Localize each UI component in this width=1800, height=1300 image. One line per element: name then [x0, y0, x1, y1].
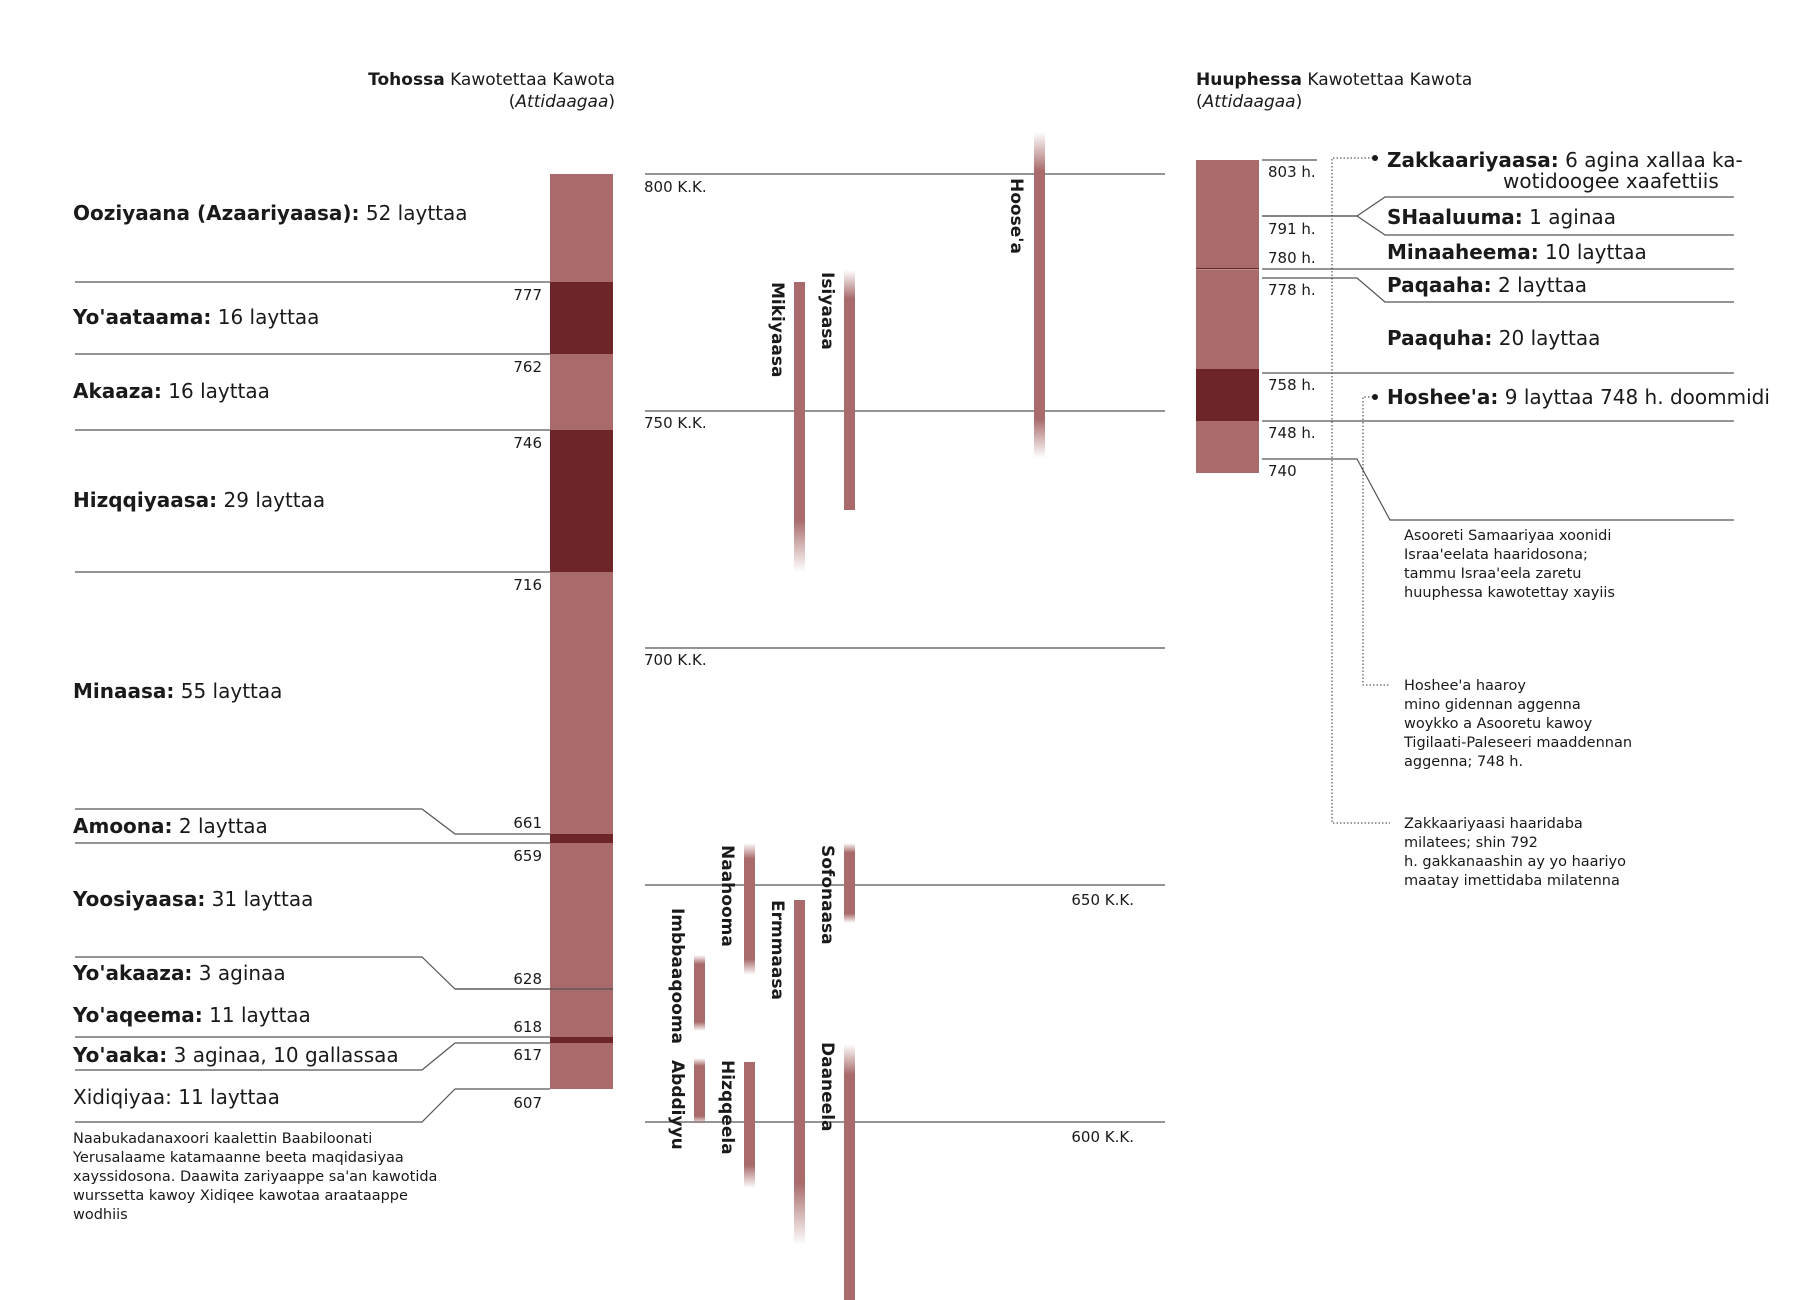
year-label: 659 — [513, 847, 542, 865]
prophet-label: Abddiyyu — [667, 1060, 687, 1150]
north-king-label: Minaaheema: 10 layttaa — [1387, 240, 1647, 264]
prophet-bar-obadiah — [694, 1058, 705, 1124]
year-label: 777 — [513, 286, 542, 304]
prophet-label: Hizqqeela — [717, 1060, 737, 1155]
south-footnote: Naabukadanaxoori kaalettin Baabiloonati Yerusalaame katamaanne beeta maqidasiyaa xayssidosona. Daawita zariyaappe sa'an kawotida wurssetta kawoy Xidiqee kawotaa araataappe wodhiis — [73, 1131, 438, 1223]
prophet-bar-ezekiel — [744, 1062, 755, 1188]
south-king-label: Ooziyaana (Azaariyaasa): 52 layttaa — [73, 201, 468, 225]
bar-segment-zedekiah — [550, 1043, 613, 1089]
south-king-label: Yo'aaka: 3 aginaa, 10 gallassaa — [73, 1043, 399, 1067]
bar-segment-ahaz — [550, 354, 613, 430]
prophet-label: Daaneela — [817, 1042, 837, 1132]
south-year-labels — [513, 286, 542, 1112]
prophet-bar-isaiah — [844, 270, 855, 510]
prophet-label: Ermmaasa — [767, 900, 787, 1000]
prophet-bar-daniel — [844, 1044, 855, 1300]
north-king-label: Hoshee'a: 9 layttaa 748 h. doommidi — [1387, 385, 1770, 409]
note-zechariah: Zakkaariyaasi haaridaba milatees; shin 792 h. gakkanaashin ay yo haariyo maatay imettidaba milatenna — [1404, 816, 1626, 889]
north-king-label-cont: wotidoogee xaafettiis — [1503, 169, 1719, 193]
south-king-label: Xidiqiyaa: 11 layttaa — [73, 1085, 280, 1109]
south-heading: Tohossa Kawotettaa Kawota — [368, 70, 615, 90]
north-king-label: Zakkaariyaasa: 6 agina xallaa ka- — [1387, 148, 1743, 172]
prophet-label: Imbbaaqooma — [667, 908, 687, 1045]
year-label: 803 h. — [1268, 163, 1316, 181]
south-king-label: Akaaza: 16 layttaa — [73, 379, 270, 403]
year-label: 791 h. — [1268, 220, 1316, 238]
note-assyria: Asooreti Samaariyaa xoonidi Israa'eelata haaridosona; tammu Israa'eela zaretu huuphessa kawotettay xayiis — [1404, 528, 1615, 601]
south-king-label: Yoosiyaasa: 31 layttaa — [73, 887, 314, 911]
prophet-bar-hosea — [1034, 132, 1045, 458]
south-king-label: Yo'aqeema: 11 layttaa — [73, 1003, 311, 1027]
century-label: 600 K.K. — [1071, 1128, 1134, 1146]
prophet-label: Hoose'a — [1006, 178, 1026, 254]
bar-segment-josiah — [550, 843, 613, 989]
prophet-bar-micah — [794, 282, 805, 572]
north-king-label: SHaaluuma: 1 aginaa — [1387, 205, 1616, 229]
year-label: 716 — [513, 576, 542, 594]
year-label: 762 — [513, 358, 542, 376]
north-king-list — [1387, 148, 1770, 409]
prophet-bar-habakkuk — [694, 955, 705, 1031]
bar-segment-menahem — [1196, 270, 1259, 369]
bar-segment-uzziah — [550, 174, 613, 282]
south-king-label: Hizqqiyaasa: 29 layttaa — [73, 488, 326, 512]
south-heading-sub: (Attidaagaa) — [508, 92, 615, 112]
prophet-label: Isiyaasa — [817, 272, 837, 350]
south-king-label: Yo'akaaza: 3 aginaa — [73, 961, 286, 985]
bar-segment-jotham — [550, 282, 613, 354]
south-king-label: Yo'aataama: 16 layttaa — [73, 305, 320, 329]
century-label: 650 K.K. — [1071, 891, 1134, 909]
prophet-bar-zephaniah — [844, 843, 855, 923]
prophet-bar-nahum — [744, 843, 755, 975]
bar-segment-hoshea-dark — [1196, 373, 1259, 421]
north-reign-bar — [1196, 160, 1259, 473]
year-label: 618 — [513, 1018, 542, 1036]
century-label: 800 K.K. — [644, 178, 707, 196]
year-label: 758 h. — [1268, 376, 1316, 394]
bar-segment-hezekiah — [550, 430, 613, 572]
bar-segment-jehoiakim — [550, 989, 613, 1037]
bar-segment-shallum — [1196, 268, 1259, 270]
north-year-labels — [1268, 163, 1316, 480]
north-king-label: Paqaaha: 2 layttaa — [1387, 273, 1587, 297]
year-label: 740 — [1268, 462, 1297, 480]
bar-segment-hoshea — [1196, 421, 1259, 459]
year-label: 607 — [513, 1094, 542, 1112]
year-label: 746 — [513, 434, 542, 452]
north-leader-dots — [1372, 155, 1378, 400]
prophet-label: Naahooma — [717, 845, 737, 947]
prophet-label: Mikiyaasa — [767, 282, 787, 378]
century-label: 700 K.K. — [644, 651, 707, 669]
year-label: 780 h. — [1268, 249, 1316, 267]
south-king-label: Amoona: 2 layttaa — [73, 814, 268, 838]
north-king-label: Paaquha: 20 layttaa — [1387, 326, 1601, 350]
century-label: 750 K.K. — [644, 414, 707, 432]
century-labels — [644, 178, 1134, 1146]
bar-segment-amon — [550, 834, 613, 843]
south-king-label: Minaasa: 55 layttaa — [73, 679, 283, 703]
south-reign-bar — [550, 174, 613, 1089]
note-hoshea: Hoshee'a haaroy mino gidennan aggenna woykko a Asooretu kawoy Tigilaati-Paleseeri maaddennan aggenna; 748 h. — [1404, 678, 1633, 770]
north-heading: Huuphessa Kawotettaa Kawota — [1196, 70, 1473, 90]
south-king-list — [72, 201, 468, 1109]
north-leader-lines — [1332, 158, 1390, 823]
year-label: 617 — [513, 1046, 542, 1064]
prophet-bars — [694, 132, 1045, 1300]
year-label: 778 h. — [1268, 281, 1316, 299]
prophet-bar-jeremiah — [794, 900, 805, 1245]
prophet-label: Sofonaasa — [817, 845, 837, 945]
north-heading-sub: (Attidaagaa) — [1196, 92, 1303, 112]
bar-segment-manasseh — [550, 572, 613, 834]
year-label: 661 — [513, 814, 542, 832]
bar-segment-zechariah — [1196, 160, 1259, 268]
year-label: 628 — [513, 970, 542, 988]
century-gridlines — [645, 174, 1165, 1122]
bar-segment-jehoiachin — [550, 1037, 613, 1043]
year-label: 748 h. — [1268, 424, 1316, 442]
